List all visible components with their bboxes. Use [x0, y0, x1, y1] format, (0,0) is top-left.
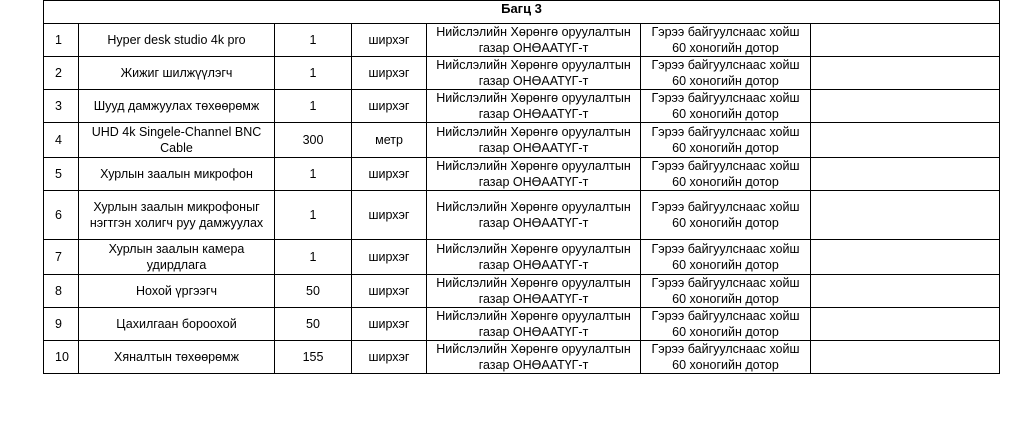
delivery-place: Нийслэлийн Хөрөнгө оруулалтын газар ОНӨААТҮГ-т: [427, 341, 641, 374]
item-name: Нохой үргээгч: [79, 275, 275, 308]
table-row: [44, 24, 1000, 57]
delivery-place: Нийслэлийн Хөрөнгө оруулалтын газар ОНӨААТҮГ-т: [427, 57, 641, 90]
empty-cell: [811, 90, 1000, 123]
item-unit: метр: [352, 123, 427, 158]
item-name: Хурлын заалын камера удирдлага: [79, 240, 275, 275]
delivery-place: Нийслэлийн Хөрөнгө оруулалтын газар ОНӨААТҮГ-т: [427, 24, 641, 57]
delivery-term: Гэрээ байгуулснаас хойш 60 хоногийн дотор: [641, 341, 811, 374]
delivery-place: Нийслэлийн Хөрөнгө оруулалтын газар ОНӨААТҮГ-т: [427, 158, 641, 191]
item-quantity: 1: [275, 191, 352, 240]
item-name: Хурлын заалын микрофоныг нэгтгэн холигч руу дамжуулах: [79, 191, 275, 240]
item-name: UHD 4k Singele-Channel BNC Cable: [79, 123, 275, 158]
delivery-term: Гэрээ байгуулснаас хойш 60 хоногийн дотор: [641, 123, 811, 158]
item-unit: ширхэг: [352, 57, 427, 90]
item-unit: ширхэг: [352, 24, 427, 57]
delivery-term: Гэрээ байгуулснаас хойш 60 хоногийн дотор: [641, 90, 811, 123]
table-row: [44, 158, 1000, 191]
row-number: 4: [44, 123, 79, 158]
delivery-term: Гэрээ байгуулснаас хойш 60 хоногийн дотор: [641, 240, 811, 275]
row-number: 7: [44, 240, 79, 275]
table-header-row: [44, 1, 1000, 24]
item-name: Цахилгаан бороохой: [79, 308, 275, 341]
item-unit: ширхэг: [352, 90, 427, 123]
item-quantity: 50: [275, 275, 352, 308]
empty-cell: [811, 191, 1000, 240]
delivery-place: Нийслэлийн Хөрөнгө оруулалтын газар ОНӨААТҮГ-т: [427, 90, 641, 123]
delivery-place: Нийслэлийн Хөрөнгө оруулалтын газар ОНӨААТҮГ-т: [427, 308, 641, 341]
item-quantity: 1: [275, 240, 352, 275]
item-name: Hyper desk studio 4k pro: [79, 24, 275, 57]
empty-cell: [811, 341, 1000, 374]
item-unit: ширхэг: [352, 158, 427, 191]
table-row: [44, 123, 1000, 158]
lot-title: Багц 3: [44, 1, 1000, 24]
empty-cell: [811, 123, 1000, 158]
delivery-term: Гэрээ байгуулснаас хойш 60 хоногийн дотор: [641, 191, 811, 240]
item-unit: ширхэг: [352, 240, 427, 275]
item-quantity: 300: [275, 123, 352, 158]
item-unit: ширхэг: [352, 308, 427, 341]
item-unit: ширхэг: [352, 341, 427, 374]
item-quantity: 1: [275, 90, 352, 123]
empty-cell: [811, 57, 1000, 90]
row-number: 10: [44, 341, 79, 374]
empty-cell: [811, 24, 1000, 57]
row-number: 9: [44, 308, 79, 341]
item-quantity: 1: [275, 158, 352, 191]
lot-table: [43, 0, 1000, 374]
item-quantity: 155: [275, 341, 352, 374]
table-row: [44, 57, 1000, 90]
delivery-term: Гэрээ байгуулснаас хойш 60 хоногийн дотор: [641, 24, 811, 57]
empty-cell: [811, 158, 1000, 191]
table-row: [44, 308, 1000, 341]
empty-cell: [811, 308, 1000, 341]
item-quantity: 1: [275, 24, 352, 57]
item-name: Хурлын заалын микрофон: [79, 158, 275, 191]
item-name: Шууд дамжуулах төхөөрөмж: [79, 90, 275, 123]
row-number: 3: [44, 90, 79, 123]
table-row: [44, 240, 1000, 275]
delivery-place: Нийслэлийн Хөрөнгө оруулалтын газар ОНӨААТҮГ-т: [427, 191, 641, 240]
delivery-term: Гэрээ байгуулснаас хойш 60 хоногийн дотор: [641, 275, 811, 308]
table-row: [44, 90, 1000, 123]
item-quantity: 1: [275, 57, 352, 90]
delivery-place: Нийслэлийн Хөрөнгө оруулалтын газар ОНӨААТҮГ-т: [427, 123, 641, 158]
delivery-place: Нийслэлийн Хөрөнгө оруулалтын газар ОНӨААТҮГ-т: [427, 275, 641, 308]
item-name: Хяналтын төхөөрөмж: [79, 341, 275, 374]
delivery-term: Гэрээ байгуулснаас хойш 60 хоногийн дотор: [641, 158, 811, 191]
empty-cell: [811, 240, 1000, 275]
row-number: 2: [44, 57, 79, 90]
table-row: [44, 191, 1000, 240]
row-number: 8: [44, 275, 79, 308]
delivery-term: Гэрээ байгуулснаас хойш 60 хоногийн дотор: [641, 57, 811, 90]
item-name: Жижиг шилжүүлэгч: [79, 57, 275, 90]
delivery-term: Гэрээ байгуулснаас хойш 60 хоногийн дотор: [641, 308, 811, 341]
item-unit: ширхэг: [352, 191, 427, 240]
row-number: 1: [44, 24, 79, 57]
item-quantity: 50: [275, 308, 352, 341]
row-number: 6: [44, 191, 79, 240]
row-number: 5: [44, 158, 79, 191]
table-row: [44, 341, 1000, 374]
item-unit: ширхэг: [352, 275, 427, 308]
table-row: [44, 275, 1000, 308]
delivery-place: Нийслэлийн Хөрөнгө оруулалтын газар ОНӨААТҮГ-т: [427, 240, 641, 275]
empty-cell: [811, 275, 1000, 308]
